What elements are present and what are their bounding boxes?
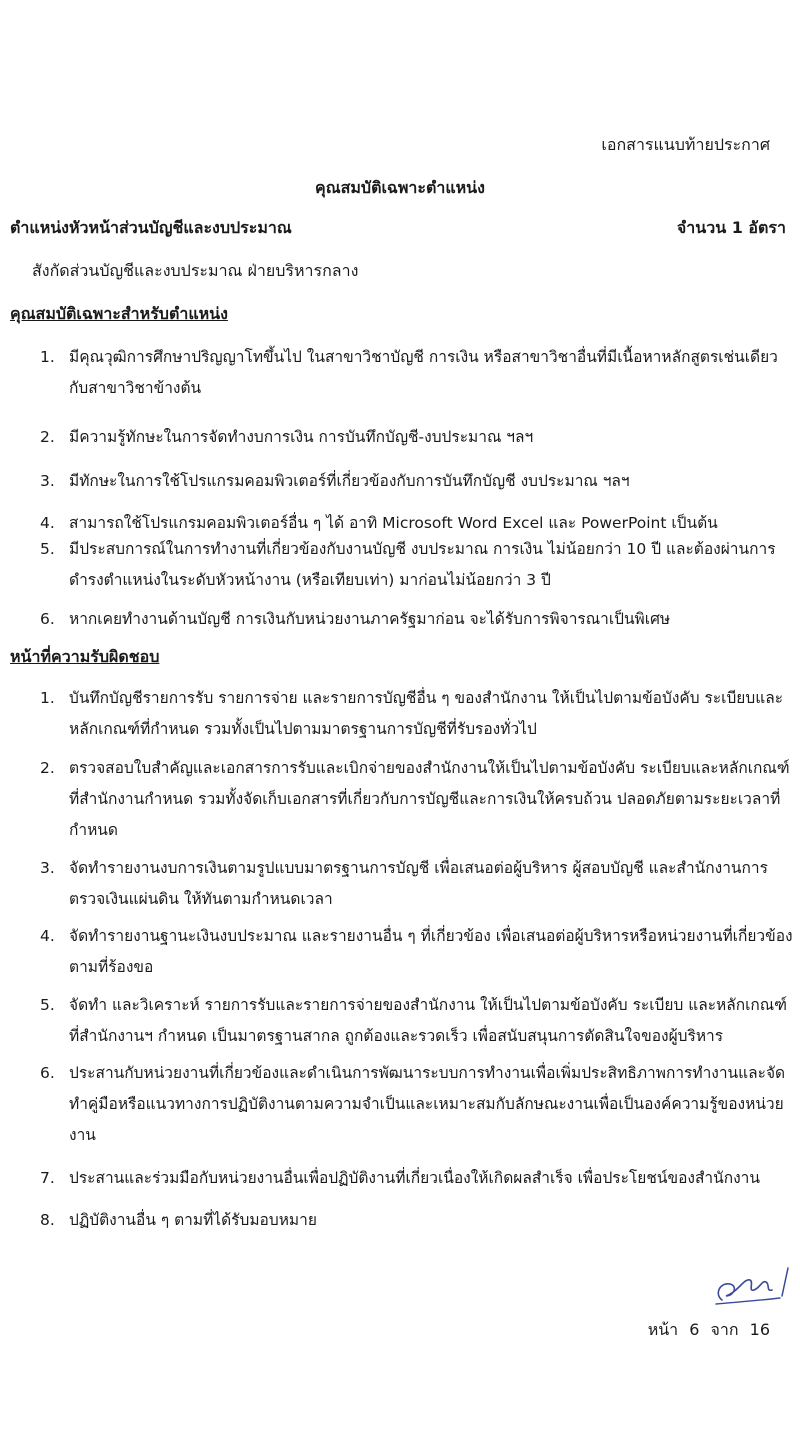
item-text: ประสานกับหน่วยงานที่เกี่ยวข้องและดำเนินการพัฒนาระบบการทำงานเพื่อเพิ่มประสิทธิภาพการทำงานและจัดทำคู่มือหรือแนวทางการปฏิบัติงานตามความจำเป็นและเหมาะสมกับลักษณะงานเพื่อเป็นองค์ความรู้ของหน่วยงาน bbox=[69, 1064, 786, 1144]
item-number: 4. bbox=[40, 927, 55, 945]
item-number: 1. bbox=[40, 348, 55, 366]
item-number: 3. bbox=[40, 472, 55, 490]
annex-note: เอกสารแนบท้ายประกาศ bbox=[601, 135, 770, 154]
item-number: 4. bbox=[40, 514, 55, 532]
item-text: จัดทำ และวิเคราะห์ รายการรับและรายการจ่ายของสำนักงาน ให้เป็นไปตามข้อบังคับ ระเบียบ และหลักเกณฑ์ที่สำนักงานฯ กำหนด เป็นมาตรฐานสากล ถูกต้องและรวดเร็ว เพื่อสนับสนุนการตัดสินใจของผู้บริหาร bbox=[69, 996, 788, 1045]
signature-mark bbox=[708, 1262, 798, 1312]
item-text: มีคุณวุฒิการศึกษาปริญญาโทขึ้นไป ในสาขาวิชาบัญชี การเงิน หรือสาขาวิชาอื่นที่มีเนื้อหาหลักสูตรเช่นเดียวกับสาขาวิชาข้างต้น bbox=[69, 348, 778, 397]
item-number: 2. bbox=[40, 428, 55, 446]
item-text: ตรวจสอบใบสำคัญและเอกสารการรับและเบิกจ่ายของสำนักงานให้เป็นไปตามข้อบังคับ ระเบียบและหลักเกณฑ์ที่สำนักงานกำหนด รวมทั้งจัดเก็บเอกสารที่เกี่ยวกับการบัญชีและการเงินให้ครบถ้วน ปลอดภัยตามระยะเวลาที่กำหนด bbox=[69, 759, 790, 839]
item-number: 6. bbox=[40, 1064, 55, 1082]
item-text: บันทึกบัญชีรายการรับ รายการจ่าย และรายการบัญชีอื่น ๆ ของสำนักงาน ให้เป็นไปตามข้อบังคับ ระเบียบและหลักเกณฑ์ที่กำหนด รวมทั้งเป็นไปตามมาตรฐานการบัญชีที่รับรองทั่วไป bbox=[69, 689, 784, 738]
document-title: คุณสมบัติเฉพาะตำแหน่ง bbox=[315, 178, 485, 197]
item-number: 5. bbox=[40, 996, 55, 1014]
responsibilities-heading: หน้าที่ความรับผิดชอบ bbox=[10, 647, 160, 666]
item-number: 8. bbox=[40, 1211, 55, 1229]
position-count: จำนวน 1 อัตรา bbox=[676, 218, 786, 237]
item-text: มีประสบการณ์ในการทำงานที่เกี่ยวข้องกับงานบัญชี งบประมาณ การเงิน ไม่น้อยกว่า 10 ปี และต้องผ่านการดำรงตำแหน่งในระดับหัวหน้างาน (หรือเทียบเท่า) มาก่อนไม่น้อยกว่า 3 ปี bbox=[69, 540, 776, 589]
item-text: สามารถใช้โปรแกรมคอมพิวเตอร์อื่น ๆ ได้ อาทิ Microsoft Word Excel และ PowerPoint เป็นต้น bbox=[69, 514, 718, 532]
item-number: 6. bbox=[40, 610, 55, 628]
item-text: จัดทำรายงานฐานะเงินงบประมาณ และรายงานอื่น ๆ ที่เกี่ยวข้อง เพื่อเสนอต่อผู้บริหารหรือหน่วยงานที่เกี่ยวข้องตามที่ร้องขอ bbox=[69, 927, 793, 976]
item-text: ประสานและร่วมมือกับหน่วยงานอื่นเพื่อปฏิบัติงานที่เกี่ยวเนื่องให้เกิดผลสำเร็จ เพื่อประโยชน์ของสำนักงาน bbox=[69, 1169, 760, 1187]
item-text: มีทักษะในการใช้โปรแกรมคอมพิวเตอร์ที่เกี่ยวข้องกับการบันทึกบัญชี งบประมาณ ฯลฯ bbox=[69, 472, 630, 490]
position-title: ตำแหน่งหัวหน้าส่วนบัญชีและงบประมาณ bbox=[10, 218, 292, 237]
item-text: มีความรู้ทักษะในการจัดทำงบการเงิน การบันทึกบัญชี-งบประมาณ ฯลฯ bbox=[69, 428, 534, 446]
item-text: หากเคยทำงานด้านบัญชี การเงินกับหน่วยงานภาครัฐมาก่อน จะได้รับการพิจารณาเป็นพิเศษ bbox=[69, 610, 671, 628]
position-affiliation: สังกัดส่วนบัญชีและงบประมาณ ฝ่ายบริหารกลาง bbox=[32, 261, 359, 280]
item-text: จัดทำรายงานงบการเงินตามรูปแบบมาตรฐานการบัญชี เพื่อเสนอต่อผู้บริหาร ผู้สอบบัญชี และสำนักงานการตรวจเงินแผ่นดิน ให้ทันตามกำหนดเวลา bbox=[69, 859, 768, 908]
page-number: หน้า 6 จาก 16 bbox=[647, 1320, 770, 1339]
item-number: 5. bbox=[40, 540, 55, 558]
item-number: 3. bbox=[40, 859, 55, 877]
item-number: 7. bbox=[40, 1169, 55, 1187]
item-number: 1. bbox=[40, 689, 55, 707]
item-number: 2. bbox=[40, 759, 55, 777]
qualifications-heading: คุณสมบัติเฉพาะสำหรับตำแหน่ง bbox=[10, 304, 228, 323]
item-text: ปฏิบัติงานอื่น ๆ ตามที่ได้รับมอบหมาย bbox=[69, 1211, 317, 1229]
